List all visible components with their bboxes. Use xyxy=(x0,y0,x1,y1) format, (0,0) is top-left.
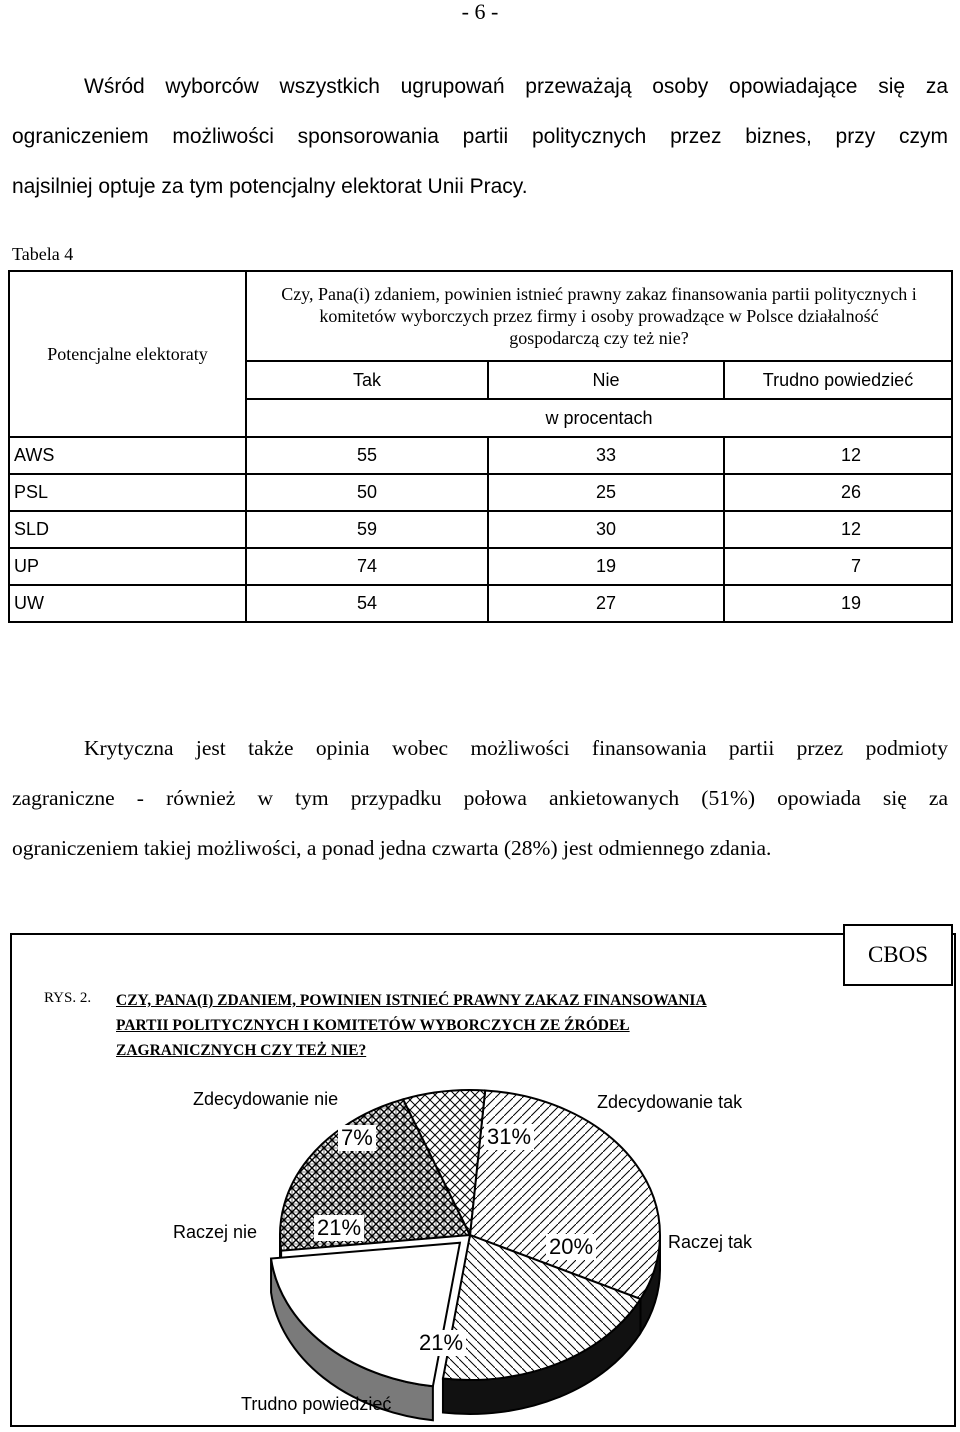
column-header-tak: Tak xyxy=(246,361,488,399)
column-header-trudno: Trudno powiedzieć xyxy=(724,361,952,399)
slice-label-zdecydowanie-tak: Zdecydowanie tak xyxy=(597,1092,743,1112)
data-label-raczej-nie: 21% xyxy=(314,1215,364,1241)
figure-number: RYS. 2. xyxy=(44,990,92,1006)
cell-tak: 59 xyxy=(246,511,488,548)
cell-nie: 25 xyxy=(488,474,724,511)
paragraph-line: zagraniczne - również w tym przypadku połowa ankietowanych (51%) opowiada się za xyxy=(12,786,948,810)
data-label-trudno-powiedziec: 21% xyxy=(416,1330,466,1356)
figure-title-line: ZAGRANICZNYCH CZY TEŻ NIE? xyxy=(116,1042,367,1059)
pie-slice xyxy=(271,1243,460,1387)
cbos-badge: CBOS xyxy=(843,924,953,986)
data-label-raczej-tak: 20% xyxy=(546,1234,596,1260)
slice-label-raczej-tak: Raczej tak xyxy=(668,1232,753,1252)
cell-tak: 54 xyxy=(246,585,488,622)
row-label: AWS xyxy=(9,437,246,474)
row-label: SLD xyxy=(9,511,246,548)
cell-nie: 33 xyxy=(488,437,724,474)
figure-title-line: CZY, PANA(I) ZDANIEM, POWINIEN ISTNIEĆ PRAWNY ZAKAZ FINANSOWANIA xyxy=(116,992,707,1009)
slice-label-zdecydowanie-nie: Zdecydowanie nie xyxy=(193,1089,339,1109)
cell-trudno: 12 xyxy=(724,511,952,548)
row-header: Potencjalne elektoraty xyxy=(9,271,246,437)
data-label-zdecydowanie-tak: 31% xyxy=(484,1124,534,1150)
cell-trudno: 7 xyxy=(724,548,952,585)
data-label-zdecydowanie-nie: 7% xyxy=(338,1125,376,1151)
page-number: - 6 - xyxy=(461,0,499,24)
paragraph-line: Wśród wyborców wszystkich ugrupowań przeważają osoby opowiadające się za xyxy=(84,75,948,98)
row-label: PSL xyxy=(9,474,246,511)
row-label: UW xyxy=(9,585,246,622)
paragraph-line: ograniczeniem takiej możliwości, a ponad jedna czwarta (28%) jest odmiennego zdania. xyxy=(12,836,772,860)
slice-label-raczej-nie: Raczej nie xyxy=(173,1222,258,1242)
cell-trudno: 12 xyxy=(724,437,952,474)
cell-nie: 27 xyxy=(488,585,724,622)
column-header-nie: Nie xyxy=(488,361,724,399)
cell-nie: 19 xyxy=(488,548,724,585)
cell-trudno: 19 xyxy=(724,585,952,622)
cell-tak: 55 xyxy=(246,437,488,474)
cell-tak: 50 xyxy=(246,474,488,511)
cell-tak: 74 xyxy=(246,548,488,585)
paragraph-line: najsilniej optuje za tym potencjalny elektorat Unii Pracy. xyxy=(12,175,528,198)
slice-label-trudno-powiedziec: Trudno powiedzieć xyxy=(241,1394,392,1414)
row-label: UP xyxy=(9,548,246,585)
cell-nie: 30 xyxy=(488,511,724,548)
figure-title-line: PARTII POLITYCZNYCH I KOMITETÓW WYBORCZYCH ZE ŹRÓDEŁ xyxy=(116,1017,630,1034)
cell-trudno: 26 xyxy=(724,474,952,511)
table-caption: Tabela 4 xyxy=(12,244,74,264)
unit-row: w procentach xyxy=(246,399,952,437)
question-text: Czy, Pana(i) zdaniem, powinien istnieć prawny zakaz finansowania partii politycznych i komitetów wyborczych przez firmy i osoby prowadzące w Polsce działalność gospodarczą czy też nie? xyxy=(281,284,917,348)
paragraph-line: Krytyczna jest także opinia wobec możliwości finansowania partii przez podmioty xyxy=(84,736,948,760)
paragraph-line: ograniczeniem możliwości sponsorowania partii politycznych przez biznes, przy czym xyxy=(12,125,948,148)
